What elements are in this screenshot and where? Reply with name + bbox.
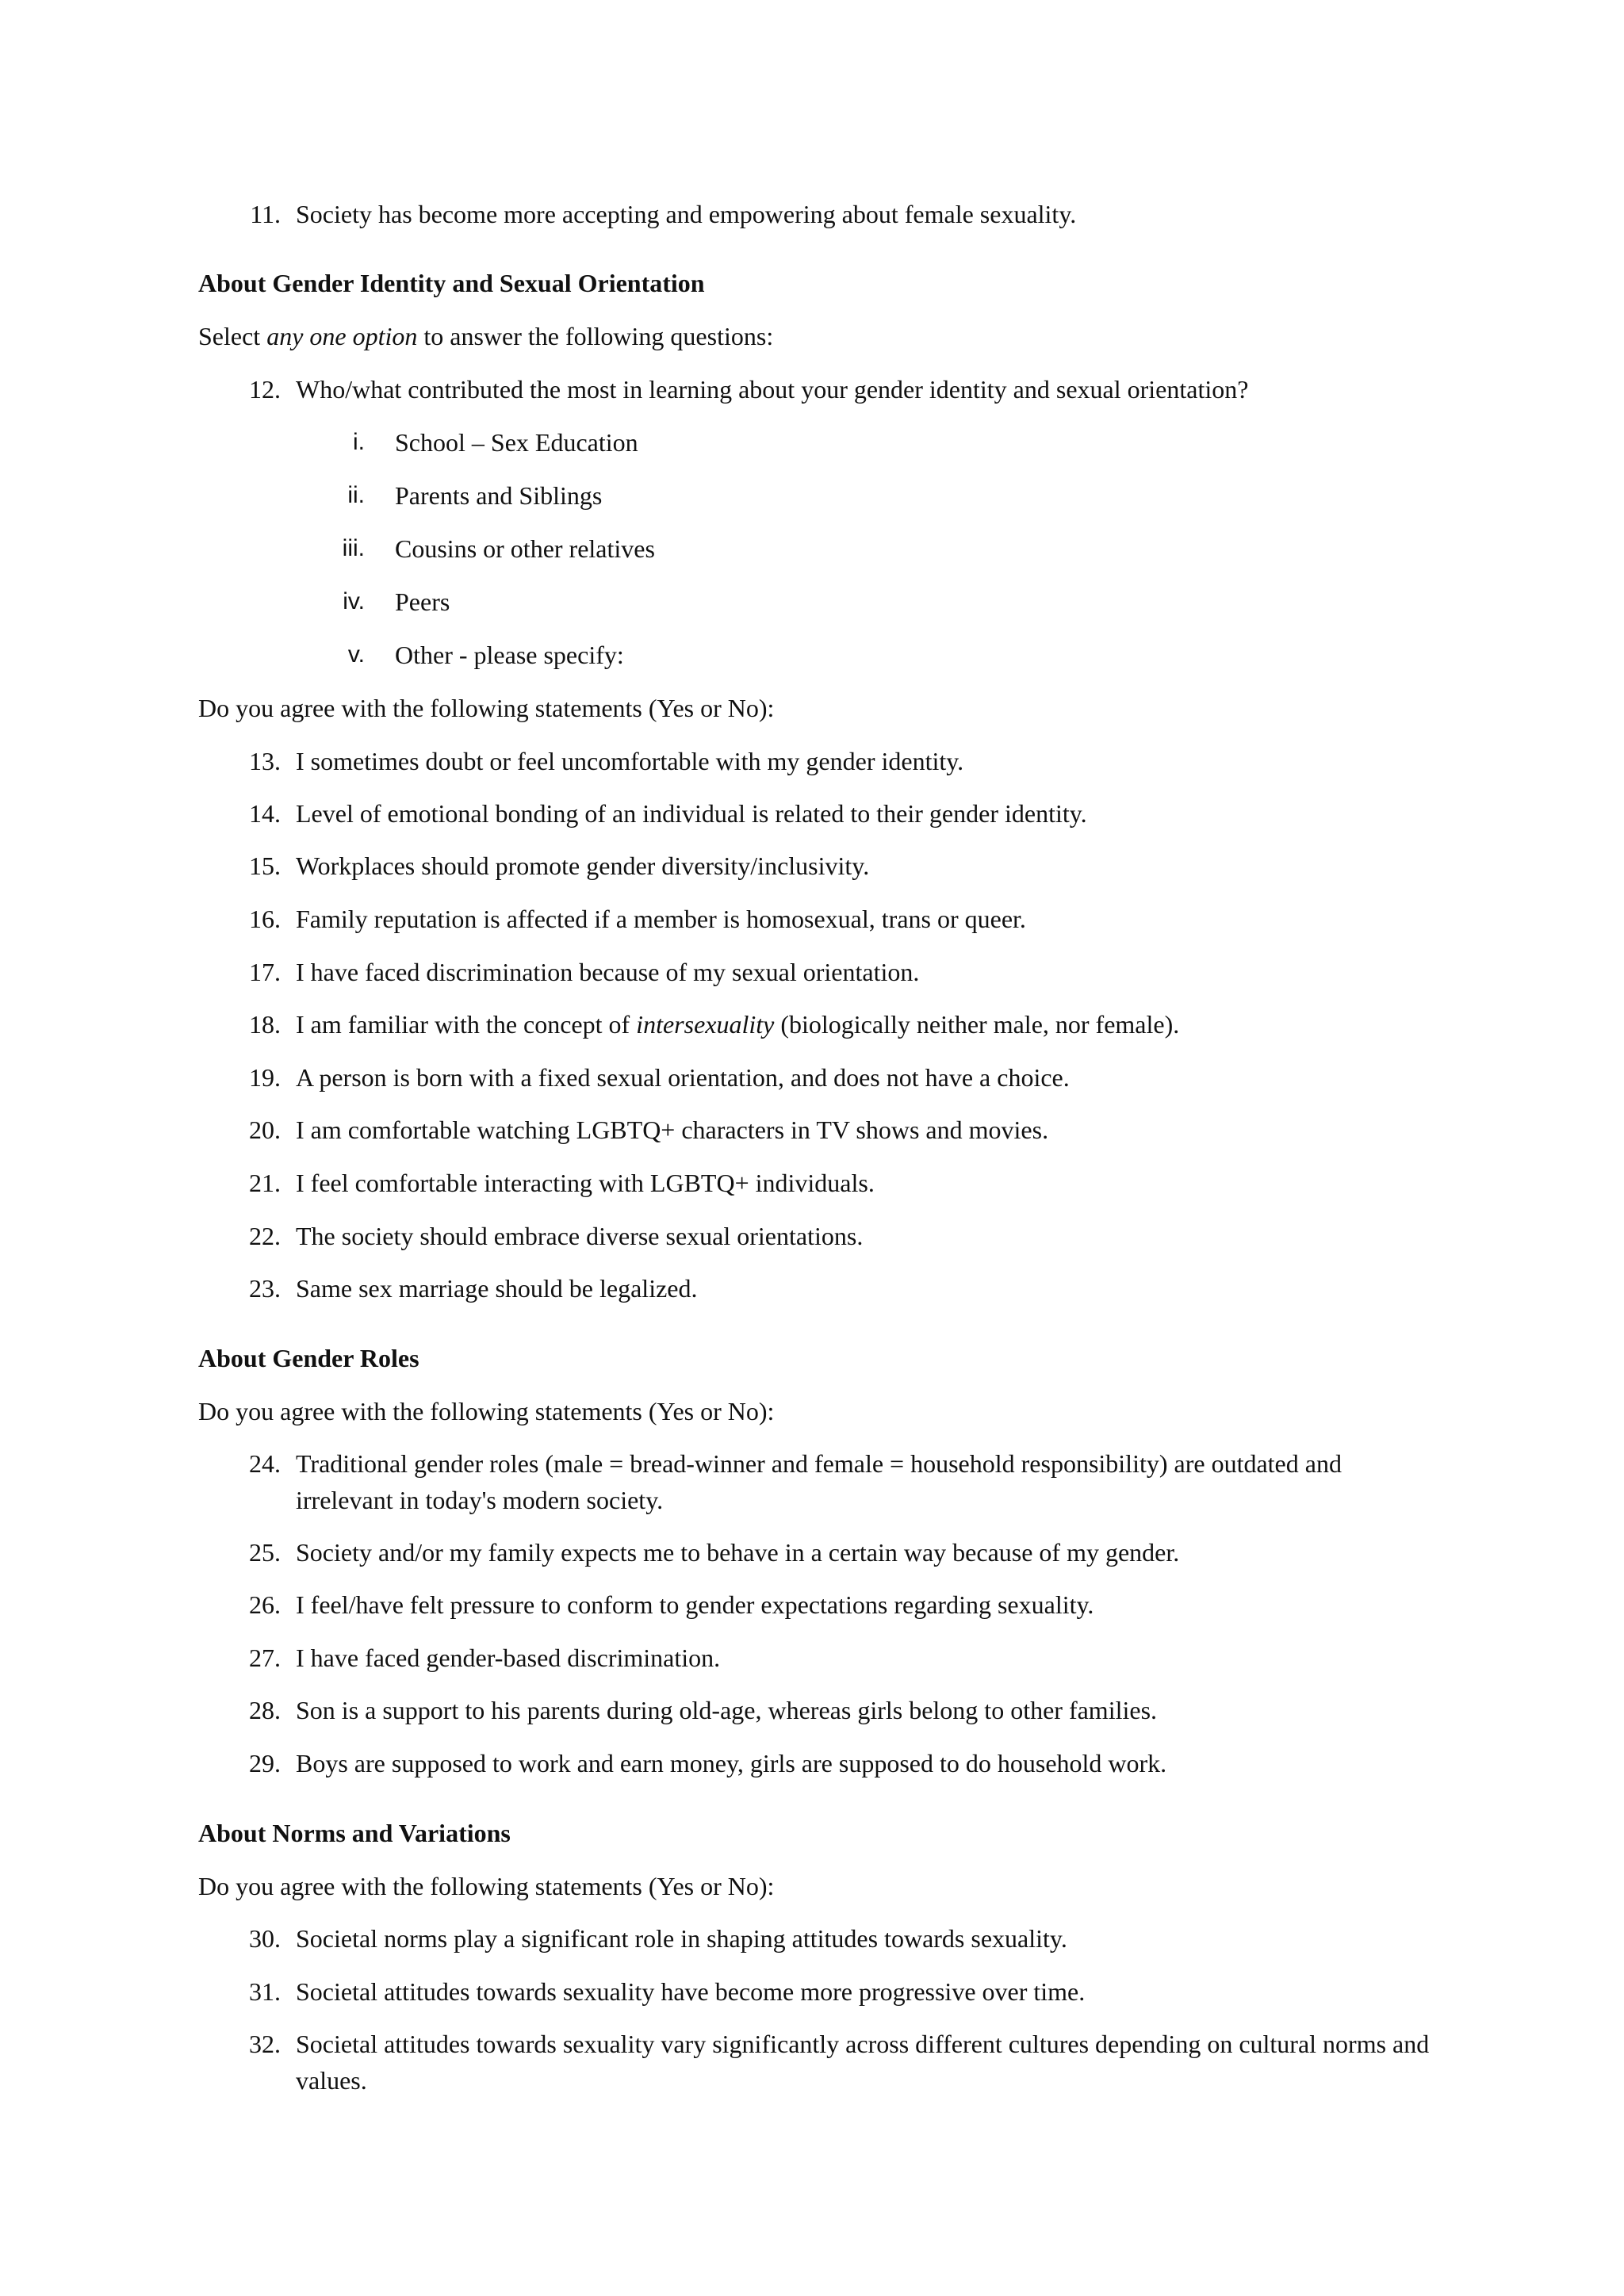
- question-number: 17.: [249, 958, 281, 986]
- agree-prompt: Do you agree with the following statements (Yes or No):: [198, 694, 775, 722]
- statement-post: (biologically neither male, nor female).: [774, 1010, 1180, 1039]
- option-number: ii.: [347, 482, 365, 508]
- instruction-pre: Select: [198, 322, 267, 350]
- question-text: I feel/have felt pressure to conform to gender expectations regarding sexuality.: [296, 1590, 1094, 1619]
- option-text: School – Sex Education: [395, 428, 638, 457]
- question-text: A person is born with a fixed sexual orientation, and does not have a choice.: [296, 1063, 1070, 1092]
- instruction-emphasis: any one option: [266, 322, 418, 350]
- question-number: 20.: [249, 1115, 281, 1144]
- question-text: Societal attitudes towards sexuality vary significantly across different cultures depending on cultural norms and values.: [296, 2030, 1430, 2095]
- question-number: 21.: [249, 1169, 281, 1197]
- instruction-text: [198, 318, 773, 354]
- question-text: Boys are supposed to work and earn money, girls are supposed to do household work.: [296, 1749, 1167, 1777]
- question-text: The society should embrace diverse sexual orientations.: [296, 1222, 864, 1250]
- question-number: 31.: [249, 1977, 281, 2006]
- statement-emphasis: intersexuality: [636, 1010, 775, 1039]
- question-number: 19.: [249, 1063, 281, 1092]
- question-text: I sometimes doubt or feel uncomfortable with my gender identity.: [296, 747, 964, 775]
- section-heading-identity: About Gender Identity and Sexual Orientation: [198, 269, 705, 297]
- question-text: I am comfortable watching LGBTQ+ characters in TV shows and movies.: [296, 1115, 1049, 1144]
- question-text: Family reputation is affected if a member is homosexual, trans or queer.: [296, 905, 1026, 933]
- question-number: 24.: [249, 1449, 281, 1478]
- question-number: 28.: [249, 1696, 281, 1724]
- question-number: 27.: [249, 1644, 281, 1672]
- question-number: 22.: [249, 1222, 281, 1250]
- option-number: iv.: [343, 588, 365, 614]
- question-text: I feel comfortable interacting with LGBTQ+ individuals.: [296, 1169, 875, 1197]
- agree-prompt: Do you agree with the following statements (Yes or No):: [198, 1397, 775, 1425]
- option-text: Cousins or other relatives: [395, 534, 655, 563]
- question-number: 25.: [249, 1538, 281, 1567]
- question-text: I have faced discrimination because of my sexual orientation.: [296, 958, 920, 986]
- question-number: 32.: [249, 2030, 281, 2058]
- question-text: Societal attitudes towards sexuality have become more progressive over time.: [296, 1977, 1086, 2006]
- question-number: 12.: [249, 375, 281, 404]
- question-text: Societal norms play a significant role in shaping attitudes towards sexuality.: [296, 1924, 1067, 1953]
- question-number: 14.: [249, 799, 281, 828]
- question-text: Who/what contributed the most in learning about your gender identity and sexual orientation?: [296, 375, 1249, 404]
- question-text: Society and/or my family expects me to behave in a certain way because of my gender.: [296, 1538, 1180, 1567]
- statement-pre: I am familiar with the concept of: [296, 1010, 637, 1039]
- question-number: 23.: [249, 1274, 281, 1303]
- section-heading-roles: About Gender Roles: [198, 1344, 419, 1372]
- question-text: Workplaces should promote gender diversity/inclusivity.: [296, 851, 870, 880]
- question-number: 30.: [249, 1924, 281, 1953]
- option-number: v.: [347, 641, 365, 668]
- question-text: Level of emotional bonding of an individual is related to their gender identity.: [296, 799, 1087, 828]
- question-text: Society has become more accepting and empowering about female sexuality.: [296, 200, 1077, 228]
- question-text: Son is a support to his parents during old-age, whereas girls belong to other families.: [296, 1696, 1158, 1724]
- question-number: 29.: [249, 1749, 281, 1777]
- agree-prompt: Do you agree with the following statements (Yes or No):: [198, 1872, 775, 1900]
- section-heading-norms: About Norms and Variations: [198, 1819, 511, 1847]
- option-number: iii.: [342, 535, 365, 561]
- question-number: 13.: [249, 747, 281, 775]
- question-number: 11.: [250, 200, 281, 228]
- option-text: Other - please specify:: [395, 641, 624, 669]
- question-number: 26.: [249, 1590, 281, 1619]
- question-text: [296, 1006, 1438, 1043]
- question-number: 18.: [249, 1010, 281, 1039]
- question-text: Traditional gender roles (male = bread-winner and female = household responsibility) are outdated and irrelevant in today's modern society.: [296, 1449, 1342, 1514]
- option-text: Parents and Siblings: [395, 481, 603, 510]
- question-text: Same sex marriage should be legalized.: [296, 1274, 698, 1303]
- question-number: 15.: [249, 851, 281, 880]
- option-number: i.: [353, 429, 365, 455]
- option-text: Peers: [395, 587, 450, 616]
- question-text: I have faced gender-based discrimination.: [296, 1644, 721, 1672]
- question-number: 16.: [249, 905, 281, 933]
- instruction-post: to answer the following questions:: [417, 322, 774, 350]
